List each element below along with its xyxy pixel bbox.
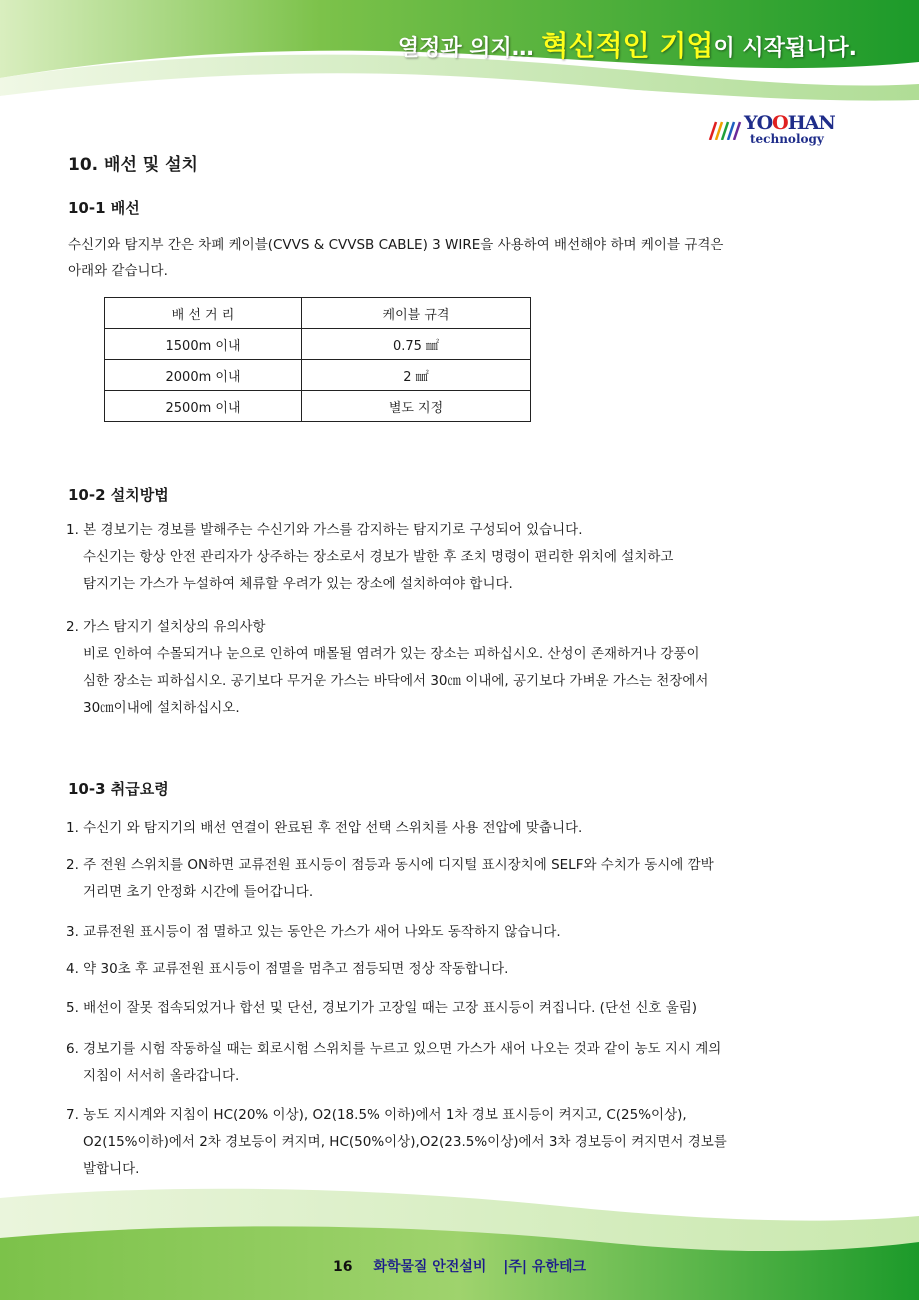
handling-title: 10-3 취급요령 — [68, 780, 169, 798]
wiring-title: 10-1 배선 — [68, 199, 140, 217]
handling-item-7: 7. 농도 지시계와 지침이 HC(20% 이상), O2(18.5% 이하)에서 1차 경보 표시등이 켜지고, C(25%이상), O2(15%이하)에서 2차 경보등이 켜지며, HC(50%이상),O2(23.5%이상)에서 3차 경보등이 켜지면서 경보를 발합니다. — [66, 1107, 727, 1177]
table-cell: 2500m 이내 — [105, 391, 302, 422]
company-name: |주| 유한테크 — [503, 1259, 587, 1275]
document-title: 화학물질 안전설비 — [373, 1259, 487, 1275]
footer-banner — [0, 1180, 919, 1300]
table-cell: 1500m 이내 — [105, 329, 302, 360]
slogan-prefix: 열정과 의지… — [397, 36, 542, 61]
slogan — [398, 24, 857, 64]
slogan-highlight: 혁신적인 기업 — [541, 29, 714, 62]
handling-item-3: 3. 교류전원 표시등이 점 멸하고 있는 동안은 가스가 새어 나와도 동작하지 않습니다. — [66, 924, 561, 940]
table-cell: 0.75 ㎟ — [302, 329, 531, 360]
page-footer — [0, 1256, 919, 1276]
table-row — [105, 329, 531, 360]
page-number: 16 — [332, 1259, 353, 1275]
logo-wordmark: YOOHAN — [744, 112, 835, 134]
slogan-suffix: 이 시작됩니다. — [713, 36, 857, 61]
table-header-row — [105, 298, 531, 329]
handling-item-4: 4. 약 30초 후 교류전원 표시등이 점멸을 멈추고 점등되면 정상 작동합니다. — [66, 961, 509, 977]
logo-stripes-icon — [708, 118, 746, 140]
wiring-intro: 수신기와 탐지부 간은 차폐 케이블(CVVS & CVVSB CABLE) 3 WIRE을 사용하여 배선해야 하며 케이블 규격은 아래와 같습니다. — [68, 237, 724, 279]
logo-tagline: technology — [750, 132, 824, 146]
handling-item-6: 6. 경보기를 시험 작동하실 때는 회로시험 스위치를 누르고 있으면 가스가 새어 나오는 것과 같이 농도 지시 계의 지침이 서서히 올라갑니다. — [66, 1041, 722, 1084]
table-cell: 2 ㎟ — [302, 360, 531, 391]
handling-item-2: 2. 주 전원 스위치를 ON하면 교류전원 표시등이 점등과 동시에 디지털 표시장치에 SELF와 수치가 동시에 깜박 거리면 초기 안정화 시간에 들어갑니다. — [66, 857, 714, 900]
install-item-2: 2. 가스 탐지기 설치상의 유의사항 비로 인하여 수몰되거나 눈으로 인하여 매몰될 염려가 있는 장소는 피하십시오. 산성이 존재하거나 강풍이 심한 장소는 피하십시오. 공기보다 무거운 가스는 바닥에서 30㎝ 이내에, 공기보다 가벼운 가스는 천장에서 30㎝이내에 설치하십시오. — [66, 619, 709, 716]
table-header-cell: 케이블 규격 — [302, 298, 531, 329]
table-header-cell: 배 선 거 리 — [105, 298, 302, 329]
table-cell: 별도 지정 — [302, 391, 531, 422]
cable-spec-table — [104, 297, 531, 422]
install-item-1: 1. 본 경보기는 경보를 발해주는 수신기와 가스를 감지하는 탐지기로 구성되어 있습니다. 수신기는 항상 안전 관리자가 상주하는 장소로서 경보가 발한 후 조치 명령이 편리한 위치에 설치하고 탐지기는 가스가 누설하여 체류할 우려가 있는 장소에 설치하여야 합니다. — [66, 522, 674, 592]
company-logo — [708, 112, 848, 148]
table-row — [105, 391, 531, 422]
handling-item-1: 1. 수신기 와 탐지기의 배선 연결이 완료된 후 전압 선택 스위치를 사용 전압에 맞춥니다. — [66, 820, 583, 836]
table-cell: 2000m 이내 — [105, 360, 302, 391]
handling-item-5: 5. 배선이 잘못 접속되었거나 합선 및 단선, 경보기가 고장일 때는 고장 표시등이 켜집니다. (단선 신호 울림) — [66, 1000, 698, 1016]
table-row — [105, 360, 531, 391]
section-title: 10. 배선 및 설치 — [68, 155, 198, 175]
install-title: 10-2 설치방법 — [68, 486, 169, 504]
